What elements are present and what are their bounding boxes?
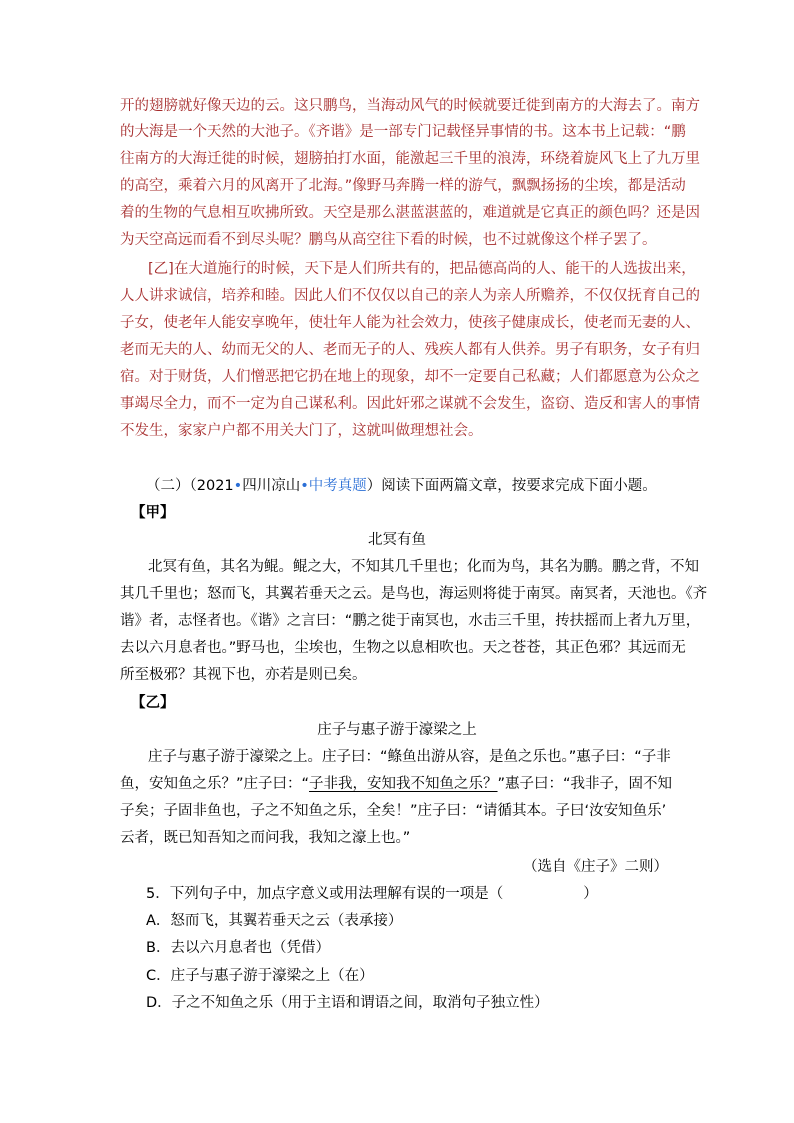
translation-yi-line: 人人讲求诚信，培养和睦。因此人们不仅仅以自己的亲人为亲人所赡养，不仅仅抚育自己的 [120, 288, 700, 304]
option-b: B．去以六月息者也（凭借） [146, 940, 330, 956]
yi-text-line: 庄子与惠子游于濠梁之上。庄子曰：“鲦鱼出游从容，是鱼之乐也。”惠子曰：“子非 [148, 749, 671, 765]
section-intro [146, 475, 657, 499]
translation-yi-line: 事竭尽全力，而不一定为自己谋私利。因此奸邪之谋就不会发生，盗窃、造反和害人的事情 [120, 396, 700, 412]
intro-prefix: （二）（ [146, 478, 197, 494]
translation-yi-line: 子女，使老年人能安享晚年，使壮年人能为社会效力，使孩子健康成长，使老而无妻的人、 [120, 315, 700, 331]
jia-text-line: 谐》者，志怪者也。《谐》之言曰：“鹏之徙于南冥也，水击三千里，抟扶摇而上者九万里， [120, 613, 701, 629]
translation-jia-line: 开的翅膀就好像天边的云。这只鹏鸟，当海动风气的时候就要迁徙到南方的大海去了。南方 [120, 98, 700, 114]
yi-text-line: 云者，既已知吾知之而问我，我知之濠上也。” [120, 830, 411, 846]
source-year: 2021 [196, 478, 234, 494]
yi-line2-start: 鱼，安知鱼之乐？”庄子曰：“ [120, 776, 310, 792]
question-stem-text: 5．下列句子中，加点字意义或用法理解有误的一项是（ [146, 886, 504, 902]
translation-yi-line: 老而无夫的人、幼而无父的人、老而无子的人、残疾人都有人供养。男子有职务，女子有归 [120, 342, 700, 358]
option-a: A．怒而飞，其翼若垂天之云（表承接） [146, 913, 403, 929]
source-dot: • [233, 478, 243, 494]
underlined-sentence: 子非我，安知我不知鱼之乐？ [309, 776, 498, 792]
translation-yi-line: 宿。对于财货，人们憎恶把它扔在地上的现象，却不一定要自己私藏；人们都愿意为公众之 [120, 369, 700, 385]
translation-jia-line: 着的生物的气息相互吹拂所致。天空是那么湛蓝湛蓝的，难道就是它真正的颜色吗？还是因 [120, 205, 700, 221]
translation-yi-line: 不发生，家家户户都不用关大门了，这就叫做理想社会。 [120, 423, 483, 439]
question-stem-close: ） [583, 886, 598, 902]
yi-text-line: 子矣；子固非鱼也，子之不知鱼之乐，全矣！”庄子曰：“请循其本。子曰‘汝安知鱼乐’ [120, 803, 667, 819]
translation-jia-line: 往南方的大海迁徙的时候，翅膀拍打水面，能激起三千里的浪涛，环绕着旋风飞上了九万里 [120, 151, 700, 167]
source-dot: • [300, 478, 309, 494]
question-5-stem [146, 883, 598, 907]
yi-line2-end: ”惠子曰：“我非子，固不知 [497, 776, 673, 792]
source-note: （选自《庄子》二则） [523, 859, 668, 875]
jia-label: 【甲】 [131, 505, 175, 521]
jia-text-line: 其几千里也；怒而飞，其翼若垂天之云。是鸟也，海运则将徙于南冥。南冥者，天池也。《齐 [120, 586, 708, 602]
translation-jia-line: 的大海是一个天然的大池子。《齐谐》是一部专门记载怪异事情的书。这本书上记载：“鹏 [120, 124, 686, 140]
translation-jia-line: 的高空，乘着六月的风离开了北海。”像野马奔腾一样的游气，飘飘扬扬的尘埃，都是活动 [120, 178, 686, 194]
jia-text-line: 北冥有鱼，其名为鲲。鲲之大，不知其几千里也；化而为鸟，其名为鹏。鹏之背，不知 [148, 559, 699, 575]
yi-text-line [120, 773, 672, 797]
option-c: C．庄子与惠子游于濠梁之上（在） [146, 968, 374, 984]
source-region: 四川凉山 [242, 478, 301, 494]
jia-text-line: 去以六月息者也。”野马也，尘埃也，生物之以息相吹也。天之苍苍，其正色邪？其远而无 [120, 640, 686, 656]
yi-title: 庄子与惠子游于濠梁之上 [317, 722, 477, 738]
translation-yi-line: [乙]在大道施行的时候，天下是人们所共有的，把品德高尚的人、能干的人选拔出来， [148, 261, 696, 277]
jia-title: 北冥有鱼 [368, 532, 426, 548]
translation-jia-line: 为天空高远而看不到尽头呢？鹏鸟从高空往下看的时候，也不过就像这个样子罢了。 [120, 232, 657, 248]
source-exam-link[interactable]: 中考真题 [308, 478, 367, 494]
jia-text-line: 所至极邪？其视下也，亦若是则已矣。 [120, 667, 367, 683]
intro-suffix: ）阅读下面两篇文章，按要求完成下面小题。 [366, 478, 657, 494]
option-d: D．子之不知鱼之乐（用于主语和谓语之间，取消句子独立性） [146, 995, 549, 1011]
yi-label: 【乙】 [131, 695, 175, 711]
